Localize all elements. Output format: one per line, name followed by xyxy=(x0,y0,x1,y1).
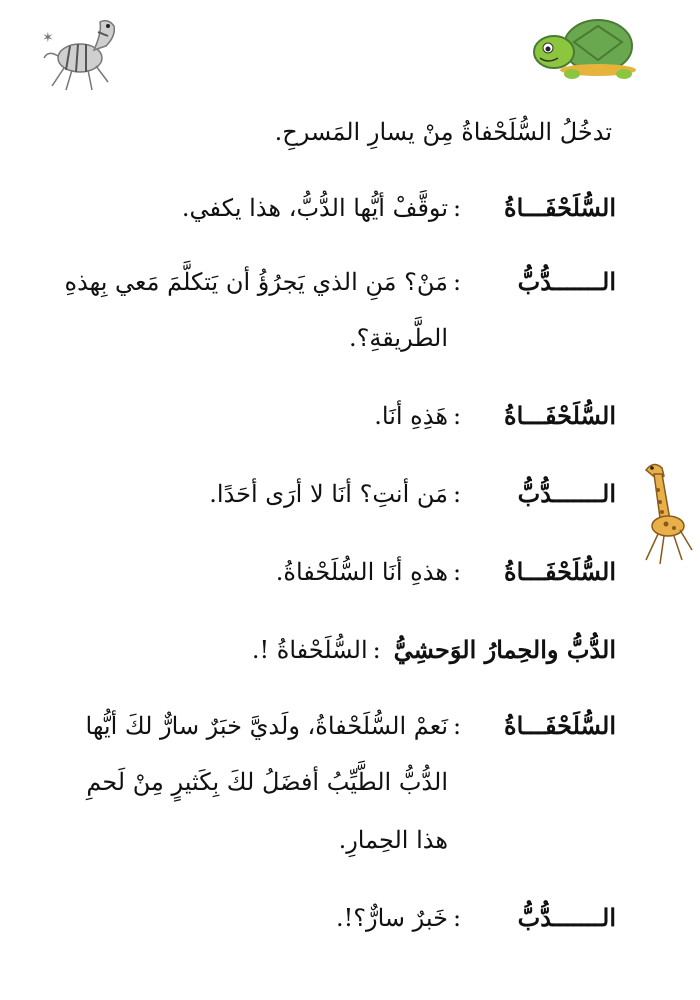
separator: : xyxy=(452,558,462,586)
zebra-icon xyxy=(36,10,122,94)
dialogue-line xyxy=(46,552,616,592)
dialogue-line xyxy=(46,706,616,746)
separator: : xyxy=(452,712,462,740)
dialogue-continuation xyxy=(46,762,616,802)
separator: : xyxy=(452,402,462,430)
dialogue-text: الطَّريقةِ؟. xyxy=(349,324,448,352)
dialogue-text: هَذِهِ أنَا. xyxy=(374,402,448,430)
separator: : xyxy=(452,268,462,296)
dialogue-line xyxy=(46,474,616,514)
dialogue-text: مَن أنتِ؟ أنَا لا أرَى أحَدًا. xyxy=(209,480,448,508)
dialogue-line xyxy=(46,262,616,302)
dialogue-text: توقَّفْ أيُّها الدُّبُّ، هذا يكفي. xyxy=(181,194,448,222)
speaker-name: الدُّبُّ والحِمارُ الوَحشِيُّ xyxy=(393,635,616,664)
speaker-name: السُّلَحْفَـــاةُ xyxy=(504,193,616,222)
dialogue-text: السُّلَحْفاةُ !. xyxy=(251,636,368,664)
dialogue-continuation xyxy=(46,318,616,358)
dialogue-text: الدُّبُّ الطَّيِّبُ أفضَلُ لكَ بِكَثيرٍ مِنْ لَحمِ xyxy=(86,768,448,796)
dialogue-text: خَبرٌ سارٌّ؟!. xyxy=(336,904,448,932)
dialogue-text: مَنْ؟ مَنِ الذي يَجرُؤُ أن يَتكلَّمَ مَعي بِهذهِ xyxy=(64,268,448,296)
svg-text:✶: ✶ xyxy=(42,30,54,46)
speaker-name: السُّلَحْفَـــاةُ xyxy=(504,401,616,430)
dialogue-continuation xyxy=(46,820,616,860)
separator: : xyxy=(452,904,462,932)
speaker-name: الـــــــدُّبُّ xyxy=(517,267,616,296)
stage-direction: تدخُلُ السُّلَحْفاةُ مِنْ يسارِ المَسرحِ. xyxy=(274,118,612,146)
separator: : xyxy=(452,480,462,508)
dialogue-text: نَعمْ السُّلَحْفاةُ، ولَديَّ خبَرٌ سارٌّ لكَ أيُّها xyxy=(85,712,448,740)
speaker-name: الـــــــدُّبُّ xyxy=(517,479,616,508)
dialogue-text: هذهِ أنَا السُّلَحْفاةُ. xyxy=(275,558,448,586)
giraffe-icon xyxy=(632,456,696,570)
dialogue-line xyxy=(46,898,616,938)
speaker-name: السُّلَحْفَـــاةُ xyxy=(504,557,616,586)
dialogue-line xyxy=(46,188,616,228)
separator: : xyxy=(452,194,462,222)
speaker-name: السُّلَحْفَـــاةُ xyxy=(504,711,616,740)
turtle-icon xyxy=(528,12,640,84)
speaker-name: الـــــــدُّبُّ xyxy=(517,903,616,932)
dialogue-line xyxy=(46,396,616,436)
dialogue-line xyxy=(46,630,616,670)
separator: : xyxy=(372,636,381,664)
dialogue-text: هذا الحِمارِ. xyxy=(338,826,448,854)
